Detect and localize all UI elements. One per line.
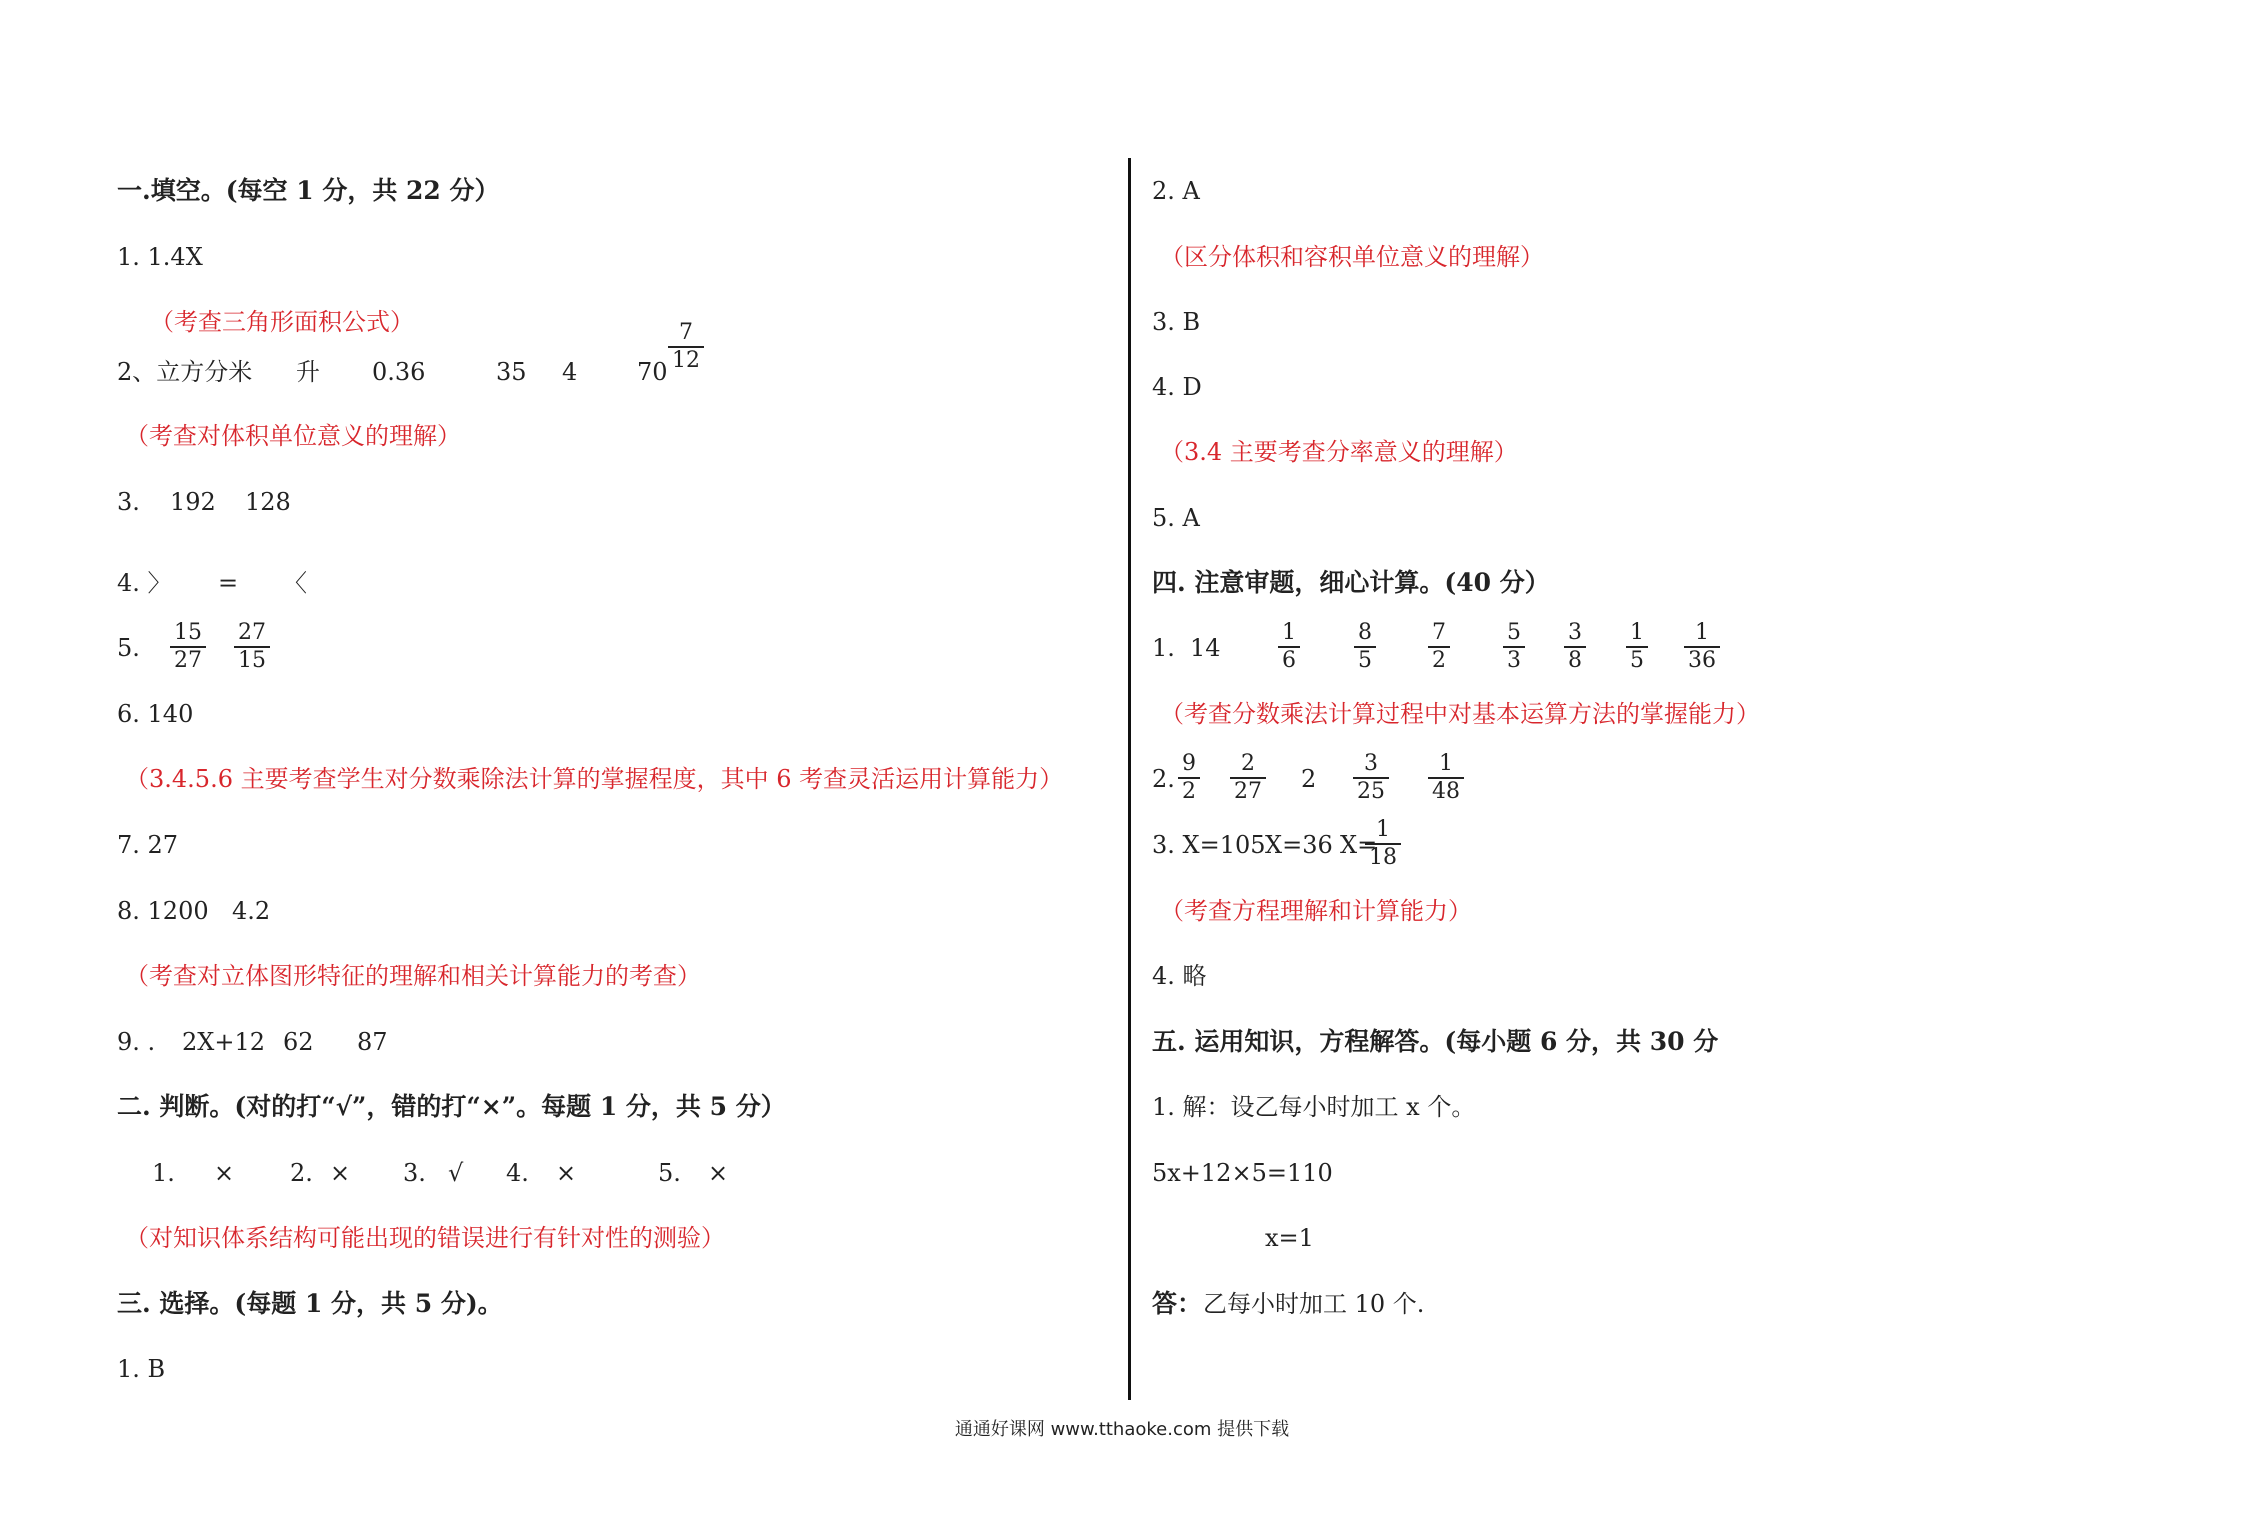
- calc-2-fraction-1: [1180, 751, 1198, 805]
- section-1-title: 一.填空。(每空 1 分，共 22 分）: [117, 176, 500, 205]
- fraction-numerator: 1: [1282, 620, 1296, 645]
- fraction-denominator: 8: [1568, 648, 1582, 673]
- answer-2-e: 70: [637, 358, 668, 386]
- judge-5-mark: ×: [708, 1159, 729, 1187]
- fraction-numerator: 1: [1695, 620, 1709, 645]
- section-3-title: 三. 选择。(每题 1 分，共 5 分)。: [117, 1289, 503, 1318]
- calc-1-first: 14: [1190, 634, 1221, 662]
- fraction-numerator: 1: [1630, 620, 1644, 645]
- judge-1-num: 1.: [152, 1159, 175, 1187]
- section-5-title: 五. 运用知识，方程解答。(每小题 6 分，共 30 分: [1152, 1027, 1719, 1056]
- answer-4: 4. 〉: [117, 569, 172, 597]
- fraction-denominator: 12: [672, 348, 700, 373]
- note-calc-3: （考查方程理解和计算能力）: [1160, 897, 1472, 925]
- answer-2-d: 4: [562, 358, 578, 386]
- choice-1: 1. B: [117, 1355, 166, 1383]
- choice-3: 3. B: [1152, 308, 1201, 336]
- fraction-numerator: 7: [1432, 620, 1446, 645]
- note-2: （考查对体积单位意义的理解）: [125, 422, 461, 450]
- note-6: （3.4.5.6 主要考查学生对分数乘除法计算的掌握程度，其中 6 考查灵活运用计算能力）: [125, 765, 1064, 793]
- calc-2-fraction-3: [1355, 751, 1387, 805]
- choice-4: 4. D: [1152, 373, 1202, 401]
- judge-2-mark: ×: [330, 1159, 351, 1187]
- calc-1-fraction-6: [1628, 620, 1646, 674]
- calc-1-fraction-3: [1430, 620, 1448, 674]
- fraction-denominator: 15: [238, 648, 266, 673]
- answer-2-c: 35: [496, 358, 527, 386]
- fraction-denominator: 48: [1432, 779, 1460, 804]
- note-1: （考查三角形面积公式）: [150, 308, 414, 336]
- fraction-denominator: 5: [1630, 648, 1644, 673]
- calc-2-prefix: 2.: [1152, 765, 1175, 793]
- section-2-title: 二. 判断。(对的打“√”，错的打“×”。每题 1 分，共 5 分）: [117, 1092, 786, 1121]
- answer-1: 1. 1.4X: [117, 243, 203, 271]
- judge-5-num: 5.: [658, 1159, 681, 1187]
- judge-4-mark: ×: [556, 1159, 577, 1187]
- calc-1-fraction-2: [1356, 620, 1374, 674]
- calc-3-b: X=36: [1265, 831, 1333, 859]
- fraction-numerator: 2: [1241, 751, 1255, 776]
- note-calc-1: （考查分数乘法计算过程中对基本运算方法的掌握能力）: [1160, 700, 1760, 728]
- judge-2-num: 2.: [290, 1159, 313, 1187]
- answer-5: 5.: [117, 634, 140, 662]
- fraction-denominator: 25: [1357, 779, 1385, 804]
- calc-3-a: 3. X=105: [1152, 831, 1266, 859]
- fraction-denominator: 2: [1182, 779, 1196, 804]
- calc-4: 4. 略: [1152, 962, 1207, 990]
- calc-2-fraction-2: [1232, 751, 1264, 805]
- problem-1-answer-label: 答：: [1152, 1289, 1203, 1318]
- fraction-denominator: 27: [1234, 779, 1262, 804]
- calc-2-fraction-4: [1430, 751, 1462, 805]
- judge-3-mark: √: [448, 1159, 464, 1187]
- answer-2-b: 0.36: [372, 358, 426, 386]
- calc-3-fraction: [1367, 817, 1399, 871]
- answer-9: 9. .: [117, 1028, 156, 1056]
- calc-3-c: X=: [1340, 831, 1378, 859]
- fraction-denominator: 2: [1432, 648, 1446, 673]
- answer-5-fraction-1: [172, 620, 204, 674]
- answer-9-a: 2X+12: [182, 1028, 266, 1056]
- answer-3-a: 192: [170, 488, 216, 516]
- judge-4-num: 4.: [506, 1159, 529, 1187]
- calc-1-fraction-1: [1280, 620, 1298, 674]
- calc-1-prefix: 1.: [1152, 634, 1175, 662]
- calc-1-fraction-5: [1566, 620, 1584, 674]
- fraction-numerator: 8: [1358, 620, 1372, 645]
- fraction-numerator: 9: [1182, 751, 1196, 776]
- choice-5: 5. A: [1152, 504, 1200, 532]
- fraction-numerator: 3: [1364, 751, 1378, 776]
- fraction-denominator: 27: [174, 648, 202, 673]
- fraction-numerator: 7: [679, 320, 693, 345]
- calc-2-plain: 2: [1301, 765, 1317, 793]
- calc-1-fraction-4: [1505, 620, 1523, 674]
- answer-2-fraction: [670, 320, 702, 374]
- fraction-denominator: 6: [1282, 648, 1296, 673]
- answer-6: 6. 140: [117, 700, 194, 728]
- note-choice-4: （3.4 主要考查分率意义的理解）: [1160, 438, 1518, 466]
- answer-2-a: 升: [296, 358, 320, 386]
- fraction-numerator: 3: [1568, 620, 1582, 645]
- answer-2-prefix: 2、立方分米: [117, 358, 253, 386]
- fraction-numerator: 15: [174, 620, 202, 645]
- note-8: （考查对立体图形特征的理解和相关计算能力的考查）: [125, 962, 701, 990]
- fraction-numerator: 1: [1376, 817, 1390, 842]
- answer-4-b: 〈: [283, 569, 307, 597]
- answer-7: 7. 27: [117, 831, 179, 859]
- answer-5-fraction-2: [236, 620, 268, 674]
- answer-8-b: 4.2: [232, 897, 271, 925]
- section-4-title: 四. 注意审题，细心计算。(40 分）: [1152, 568, 1550, 597]
- answer-3-b: 128: [245, 488, 291, 516]
- problem-1-setup: 1. 解：设乙每小时加工 x 个。: [1152, 1093, 1476, 1121]
- fraction-denominator: 5: [1358, 648, 1372, 673]
- note-choice-2: （区分体积和容积单位意义的理解）: [1160, 243, 1544, 271]
- fraction-numerator: 1: [1439, 751, 1453, 776]
- judge-3-num: 3.: [403, 1159, 426, 1187]
- fraction-numerator: 27: [238, 620, 266, 645]
- column-divider: [1128, 158, 1131, 1400]
- answer-8: 8. 1200: [117, 897, 209, 925]
- calc-1-fraction-7: [1686, 620, 1718, 674]
- problem-1-answer-text: 乙每小时加工 10 个.: [1203, 1290, 1425, 1318]
- fraction-denominator: 3: [1507, 648, 1521, 673]
- note-judge: （对知识体系结构可能出现的错误进行有针对性的测验）: [125, 1224, 725, 1252]
- answer-4-a: =: [218, 569, 239, 597]
- answer-3: 3.: [117, 488, 140, 516]
- problem-1-equation: 5x+12×5=110: [1152, 1159, 1333, 1187]
- answer-9-c: 87: [357, 1028, 388, 1056]
- footer-source: 通通好课网 www.tthaoke.com 提供下载: [954, 1419, 1290, 1440]
- fraction-denominator: 36: [1688, 648, 1716, 673]
- judge-1-mark: ×: [214, 1159, 235, 1187]
- problem-1-solution: x=1: [1265, 1224, 1314, 1252]
- fraction-denominator: 18: [1369, 845, 1397, 870]
- answer-9-b: 62: [283, 1028, 314, 1056]
- choice-2: 2. A: [1152, 177, 1200, 205]
- fraction-numerator: 5: [1507, 620, 1521, 645]
